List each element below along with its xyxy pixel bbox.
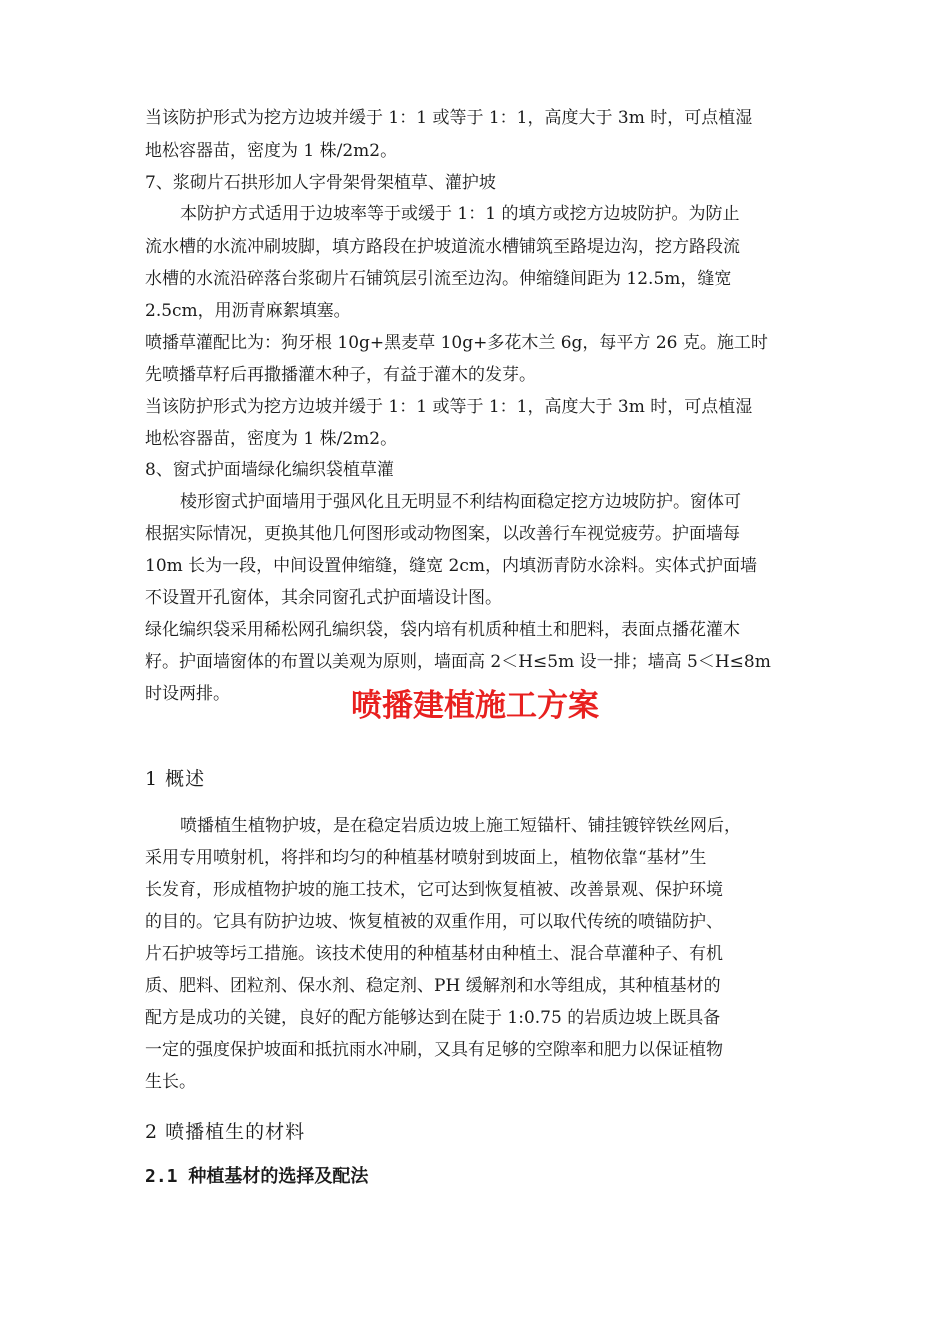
- paragraph-line: 喷播植生植物护坡，是在稳定岩质边坡上施工短锚杆、铺挂镀锌铁丝网后，: [180, 816, 741, 836]
- section-heading-1: 1 概述: [145, 768, 206, 790]
- paragraph-line: 配方是成功的关键，良好的配方能够达到在陡于 1:0.75 的岩质边坡上既具备: [145, 1008, 721, 1028]
- subsection-heading-2-1: 2.1 种植基材的选择及配法: [145, 1166, 369, 1187]
- paragraph-line: 籽。护面墙窗体的布置以美观为原则，墙面高 2＜H≤5m 设一排；墙高 5＜H≤8m: [145, 652, 771, 672]
- paragraph-line: 片石护坡等圬工措施。该技术使用的种植基材由种植土、混合草灌种子、有机: [145, 944, 723, 964]
- paragraph-line: 当该防护形式为挖方边坡并缓于 1：1 或等于 1：1，高度大于 3m 时，可点植湿: [145, 108, 753, 128]
- paragraph-line: 地松容器苗，密度为 1 株/2m2。: [145, 141, 398, 161]
- list-heading-8: 8、窗式护面墙绿化编织袋植草灌: [145, 460, 394, 480]
- paragraph-line: 时设两排。: [145, 684, 230, 704]
- paragraph-line: 水槽的水流沿碎落台浆砌片石铺筑层引流至边沟。伸缩缝间距为 12.5m，缝宽: [145, 269, 732, 289]
- paragraph-line: 根据实际情况，更换其他几何图形或动物图案，以改善行车视觉疲劳。护面墙每: [145, 524, 740, 544]
- paragraph-line: 棱形窗式护面墙用于强风化且无明显不利结构面稳定挖方边坡防护。窗体可: [180, 492, 741, 512]
- paragraph-line: 不设置开孔窗体，其余同窗孔式护面墙设计图。: [145, 588, 502, 608]
- paragraph-line: 喷播草灌配比为：狗牙根 10g+黑麦草 10g+多花木兰 6g，每平方 26 克。施工时: [145, 333, 768, 353]
- paragraph-line: 质、肥料、团粒剂、保水剂、稳定剂、PH 缓解剂和水等组成，其种植基材的: [145, 976, 721, 996]
- paragraph-line: 先喷播草籽后再撒播灌木种子，有益于灌木的发芽。: [145, 365, 536, 385]
- paragraph-line: 本防护方式适用于边坡率等于或缓于 1：1 的填方或挖方边坡防护。为防止: [180, 204, 740, 224]
- paragraph-line: 绿化编织袋采用稀松网孔编织袋，袋内培有机质种植土和肥料，表面点播花灌木: [145, 620, 740, 640]
- section-heading-2: 2 喷播植生的材料: [145, 1121, 306, 1143]
- paragraph-line: 长发育，形成植物护坡的施工技术，它可达到恢复植被、改善景观、保护环境: [145, 880, 723, 900]
- paragraph-line: 流水槽的水流冲刷坡脚，填方路段在护坡道流水槽铺筑至路堤边沟，挖方路段流: [145, 237, 740, 257]
- page-title: 喷播建植施工方案: [351, 688, 599, 724]
- paragraph-line: 的目的。它具有防护边坡、恢复植被的双重作用，可以取代传统的喷锚防护、: [145, 912, 723, 932]
- paragraph-line: 一定的强度保护坡面和抵抗雨水冲刷，又具有足够的空隙率和肥力以保证植物: [145, 1040, 723, 1060]
- paragraph-line: 2.5cm，用沥青麻絮填塞。: [145, 301, 351, 321]
- list-heading-7: 7、浆砌片石拱形加人字骨架骨架植草、灌护坡: [145, 173, 496, 193]
- paragraph-line: 地松容器苗，密度为 1 株/2m2。: [145, 429, 398, 449]
- paragraph-line: 10m 长为一段，中间设置伸缩缝，缝宽 2cm，内填沥青防水涂料。实体式护面墙: [145, 556, 758, 576]
- paragraph-line: 采用专用喷射机，将拌和均匀的种植基材喷射到坡面上，植物依靠“基材”生: [145, 848, 707, 868]
- paragraph-line: 生长。: [145, 1072, 196, 1092]
- paragraph-line: 当该防护形式为挖方边坡并缓于 1：1 或等于 1：1，高度大于 3m 时，可点植湿: [145, 397, 753, 417]
